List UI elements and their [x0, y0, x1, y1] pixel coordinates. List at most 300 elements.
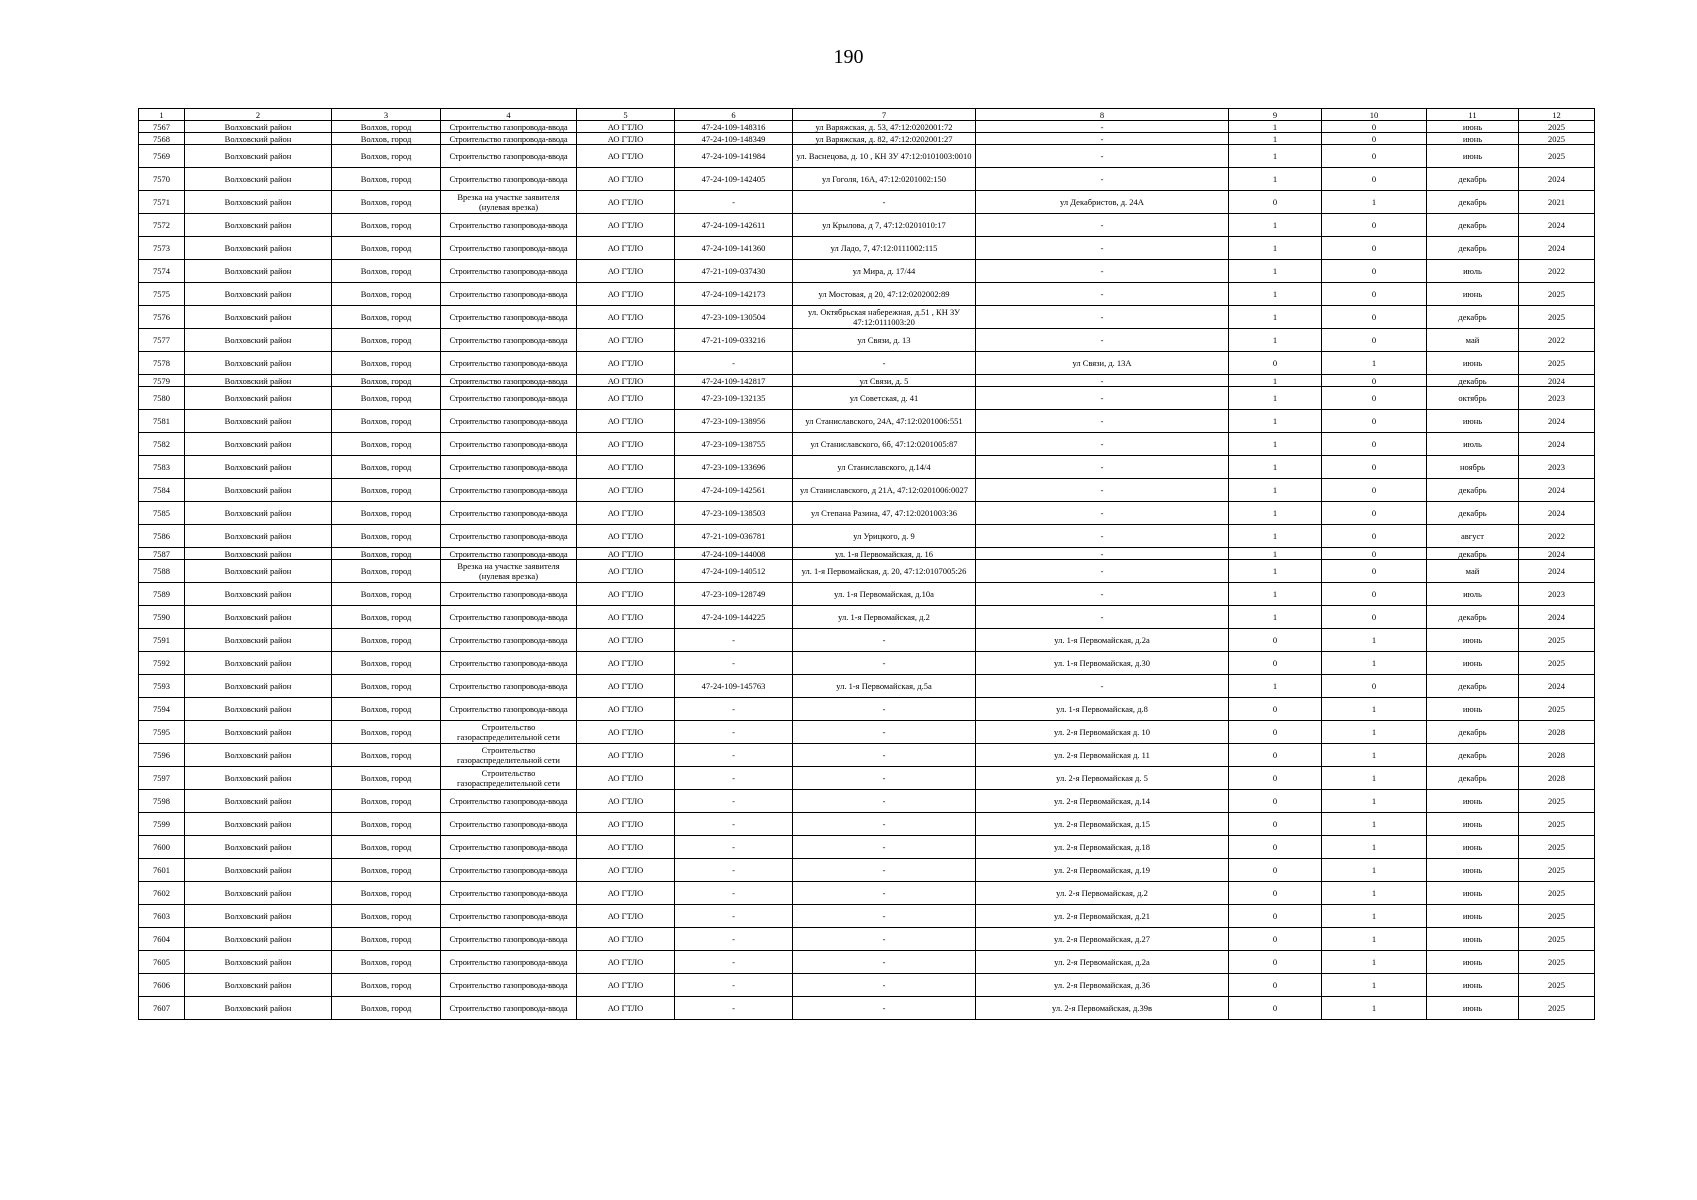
count-a-cell: 1 — [1229, 479, 1322, 502]
organization-cell: АО ГТЛО — [577, 698, 675, 721]
organization-cell: АО ГТЛО — [577, 191, 675, 214]
count-a-cell: 1 — [1229, 525, 1322, 548]
column-header: 11 — [1427, 109, 1519, 121]
column-header: 10 — [1322, 109, 1427, 121]
count-a-cell: 0 — [1229, 629, 1322, 652]
settlement-cell: Волхов, город — [332, 283, 441, 306]
year-cell: 2025 — [1519, 133, 1595, 145]
month-cell: июнь — [1427, 974, 1519, 997]
object-address-cell: - — [976, 410, 1229, 433]
page-number: 190 — [833, 46, 864, 68]
row-number: 7591 — [139, 629, 185, 652]
object-address-cell: - — [976, 145, 1229, 168]
application-number-cell: - — [675, 698, 793, 721]
work-type-cell: Строительство газопровода-ввода — [441, 214, 577, 237]
organization-cell: АО ГТЛО — [577, 352, 675, 375]
year-cell: 2025 — [1519, 951, 1595, 974]
count-a-cell: 1 — [1229, 237, 1322, 260]
work-type-cell: Строительство газопровода-ввода — [441, 997, 577, 1020]
object-address-cell: - — [976, 433, 1229, 456]
count-a-cell: 0 — [1229, 859, 1322, 882]
settlement-cell: Волхов, город — [332, 121, 441, 133]
address-cell: ул Станиславского, д.14/4 — [793, 456, 976, 479]
column-header: 9 — [1229, 109, 1322, 121]
count-a-cell: 1 — [1229, 548, 1322, 560]
district-cell: Волховский район — [185, 387, 332, 410]
district-cell: Волховский район — [185, 433, 332, 456]
district-cell: Волховский район — [185, 859, 332, 882]
object-address-cell: ул. 2-я Первомайская, д.2а — [976, 951, 1229, 974]
settlement-cell: Волхов, город — [332, 928, 441, 951]
year-cell: 2022 — [1519, 329, 1595, 352]
table-row — [139, 997, 1595, 1020]
application-number-cell: 47-21-109-036781 — [675, 525, 793, 548]
object-address-cell: ул. 1-я Первомайская, д.30 — [976, 652, 1229, 675]
row-number: 7578 — [139, 352, 185, 375]
table-row — [139, 479, 1595, 502]
organization-cell: АО ГТЛО — [577, 133, 675, 145]
month-cell: декабрь — [1427, 721, 1519, 744]
row-number: 7573 — [139, 237, 185, 260]
work-type-cell: Строительство газопровода-ввода — [441, 352, 577, 375]
district-cell: Волховский район — [185, 675, 332, 698]
application-number-cell: - — [675, 790, 793, 813]
year-cell: 2025 — [1519, 121, 1595, 133]
organization-cell: АО ГТЛО — [577, 329, 675, 352]
year-cell: 2024 — [1519, 548, 1595, 560]
table-row — [139, 652, 1595, 675]
month-cell: май — [1427, 560, 1519, 583]
count-b-cell: 1 — [1322, 652, 1427, 675]
district-cell: Волховский район — [185, 479, 332, 502]
year-cell: 2024 — [1519, 214, 1595, 237]
address-cell: - — [793, 629, 976, 652]
application-number-cell: 47-24-109-141360 — [675, 237, 793, 260]
work-type-cell: Строительство газопровода-ввода — [441, 606, 577, 629]
district-cell: Волховский район — [185, 352, 332, 375]
address-cell: - — [793, 997, 976, 1020]
application-number-cell: 47-21-109-033216 — [675, 329, 793, 352]
table-row — [139, 675, 1595, 698]
address-cell: - — [793, 859, 976, 882]
settlement-cell: Волхов, город — [332, 721, 441, 744]
object-address-cell: ул. 2-я Первомайская, д.36 — [976, 974, 1229, 997]
count-b-cell: 1 — [1322, 882, 1427, 905]
row-number: 7575 — [139, 283, 185, 306]
column-header: 3 — [332, 109, 441, 121]
year-cell: 2025 — [1519, 813, 1595, 836]
organization-cell: АО ГТЛО — [577, 260, 675, 283]
address-cell: - — [793, 698, 976, 721]
application-number-cell: - — [675, 882, 793, 905]
row-number: 7592 — [139, 652, 185, 675]
application-number-cell: 47-23-109-133696 — [675, 456, 793, 479]
row-number: 7607 — [139, 997, 185, 1020]
application-number-cell: 47-24-109-144225 — [675, 606, 793, 629]
district-cell: Волховский район — [185, 836, 332, 859]
work-type-cell: Строительство газопровода-ввода — [441, 928, 577, 951]
application-number-cell: 47-24-109-148349 — [675, 133, 793, 145]
count-b-cell: 1 — [1322, 951, 1427, 974]
table-row — [139, 629, 1595, 652]
object-address-cell: ул. 2-я Первомайская д. 11 — [976, 744, 1229, 767]
settlement-cell: Волхов, город — [332, 606, 441, 629]
count-a-cell: 0 — [1229, 928, 1322, 951]
object-address-cell: - — [976, 548, 1229, 560]
count-a-cell: 1 — [1229, 145, 1322, 168]
count-b-cell: 0 — [1322, 479, 1427, 502]
organization-cell: АО ГТЛО — [577, 997, 675, 1020]
application-number-cell: 47-23-109-138503 — [675, 502, 793, 525]
month-cell: июнь — [1427, 133, 1519, 145]
year-cell: 2028 — [1519, 721, 1595, 744]
address-cell: ул. 1-я Первомайская, д.10а — [793, 583, 976, 606]
row-number: 7582 — [139, 433, 185, 456]
organization-cell: АО ГТЛО — [577, 928, 675, 951]
year-cell: 2024 — [1519, 410, 1595, 433]
application-number-cell: 47-24-109-140512 — [675, 560, 793, 583]
work-type-cell: Строительство газопровода-ввода — [441, 375, 577, 387]
district-cell: Волховский район — [185, 951, 332, 974]
month-cell: декабрь — [1427, 744, 1519, 767]
address-cell: ул. 1-я Первомайская, д. 20, 47:12:0107005:26 — [793, 560, 976, 583]
table-row — [139, 260, 1595, 283]
address-cell: ул Степана Разина, 47, 47:12:0201003:36 — [793, 502, 976, 525]
organization-cell: АО ГТЛО — [577, 548, 675, 560]
column-header: 8 — [976, 109, 1229, 121]
application-number-cell: 47-23-109-138956 — [675, 410, 793, 433]
work-type-cell: Строительство газопровода-ввода — [441, 951, 577, 974]
year-cell: 2024 — [1519, 606, 1595, 629]
address-cell: - — [793, 882, 976, 905]
district-cell: Волховский район — [185, 606, 332, 629]
organization-cell: АО ГТЛО — [577, 744, 675, 767]
district-cell: Волховский район — [185, 882, 332, 905]
row-number: 7580 — [139, 387, 185, 410]
application-number-cell: 47-24-109-142405 — [675, 168, 793, 191]
object-address-cell: - — [976, 133, 1229, 145]
address-cell: ул Советская, д. 41 — [793, 387, 976, 410]
row-number: 7589 — [139, 583, 185, 606]
application-number-cell: 47-23-109-130504 — [675, 306, 793, 329]
district-cell: Волховский район — [185, 237, 332, 260]
application-number-cell: 47-23-109-132135 — [675, 387, 793, 410]
count-a-cell: 0 — [1229, 191, 1322, 214]
month-cell: декабрь — [1427, 675, 1519, 698]
settlement-cell: Волхов, город — [332, 456, 441, 479]
address-cell: ул Урицкого, д. 9 — [793, 525, 976, 548]
count-a-cell: 1 — [1229, 675, 1322, 698]
work-type-cell: Строительство газораспределительной сети — [441, 721, 577, 744]
address-cell: ул Варяжская, д. 53, 47:12:0202001:72 — [793, 121, 976, 133]
application-number-cell: - — [675, 813, 793, 836]
row-number: 7585 — [139, 502, 185, 525]
work-type-cell: Строительство газопровода-ввода — [441, 548, 577, 560]
table-row — [139, 433, 1595, 456]
count-a-cell: 1 — [1229, 375, 1322, 387]
address-cell: ул Связи, д. 13 — [793, 329, 976, 352]
organization-cell: АО ГТЛО — [577, 145, 675, 168]
district-cell: Волховский район — [185, 790, 332, 813]
month-cell: июнь — [1427, 836, 1519, 859]
address-cell: - — [793, 767, 976, 790]
organization-cell: АО ГТЛО — [577, 237, 675, 260]
year-cell: 2025 — [1519, 145, 1595, 168]
object-address-cell: - — [976, 260, 1229, 283]
district-cell: Волховский район — [185, 260, 332, 283]
object-address-cell: ул. 2-я Первомайская, д.27 — [976, 928, 1229, 951]
settlement-cell: Волхов, город — [332, 974, 441, 997]
month-cell: июнь — [1427, 145, 1519, 168]
month-cell: май — [1427, 329, 1519, 352]
count-b-cell: 0 — [1322, 560, 1427, 583]
year-cell: 2025 — [1519, 306, 1595, 329]
organization-cell: АО ГТЛО — [577, 433, 675, 456]
address-cell: - — [793, 951, 976, 974]
count-a-cell: 1 — [1229, 502, 1322, 525]
application-number-cell: - — [675, 928, 793, 951]
table-row — [139, 744, 1595, 767]
address-cell: ул Станиславского, д 21А, 47:12:0201006:0027 — [793, 479, 976, 502]
work-type-cell: Строительство газопровода-ввода — [441, 905, 577, 928]
count-b-cell: 0 — [1322, 168, 1427, 191]
settlement-cell: Волхов, город — [332, 387, 441, 410]
table-row — [139, 145, 1595, 168]
object-address-cell: ул. 2-я Первомайская, д.39в — [976, 997, 1229, 1020]
year-cell: 2025 — [1519, 790, 1595, 813]
data-table — [138, 108, 1595, 1020]
address-cell: ул Связи, д. 5 — [793, 375, 976, 387]
application-number-cell: 47-24-109-144008 — [675, 548, 793, 560]
count-b-cell: 0 — [1322, 237, 1427, 260]
count-a-cell: 0 — [1229, 836, 1322, 859]
district-cell: Волховский район — [185, 548, 332, 560]
address-cell: ул Ладо, 7, 47:12:0111002:115 — [793, 237, 976, 260]
count-b-cell: 1 — [1322, 790, 1427, 813]
year-cell: 2025 — [1519, 882, 1595, 905]
count-b-cell: 0 — [1322, 548, 1427, 560]
organization-cell: АО ГТЛО — [577, 375, 675, 387]
row-number: 7569 — [139, 145, 185, 168]
address-cell: - — [793, 191, 976, 214]
object-address-cell: ул Связи, д. 13А — [976, 352, 1229, 375]
count-a-cell: 1 — [1229, 410, 1322, 433]
count-a-cell: 0 — [1229, 652, 1322, 675]
work-type-cell: Строительство газопровода-ввода — [441, 306, 577, 329]
object-address-cell: - — [976, 560, 1229, 583]
application-number-cell: 47-24-109-142817 — [675, 375, 793, 387]
count-b-cell: 0 — [1322, 410, 1427, 433]
row-number: 7586 — [139, 525, 185, 548]
count-a-cell: 1 — [1229, 433, 1322, 456]
organization-cell: АО ГТЛО — [577, 306, 675, 329]
district-cell: Волховский район — [185, 652, 332, 675]
year-cell: 2028 — [1519, 744, 1595, 767]
table-row — [139, 502, 1595, 525]
work-type-cell: Врезка на участке заявителя (нулевая врезка) — [441, 191, 577, 214]
settlement-cell: Волхов, город — [332, 560, 441, 583]
application-number-cell: - — [675, 997, 793, 1020]
count-a-cell: 1 — [1229, 133, 1322, 145]
organization-cell: АО ГТЛО — [577, 121, 675, 133]
work-type-cell: Строительство газопровода-ввода — [441, 479, 577, 502]
header-row — [139, 109, 1595, 121]
table-row — [139, 375, 1595, 387]
column-header: 2 — [185, 109, 332, 121]
object-address-cell: - — [976, 283, 1229, 306]
count-b-cell: 1 — [1322, 859, 1427, 882]
object-address-cell: - — [976, 583, 1229, 606]
month-cell: декабрь — [1427, 767, 1519, 790]
count-a-cell: 1 — [1229, 168, 1322, 191]
column-header: 1 — [139, 109, 185, 121]
object-address-cell: - — [976, 306, 1229, 329]
year-cell: 2025 — [1519, 974, 1595, 997]
work-type-cell: Строительство газопровода-ввода — [441, 260, 577, 283]
application-number-cell: 47-21-109-037430 — [675, 260, 793, 283]
count-a-cell: 1 — [1229, 283, 1322, 306]
year-cell: 2024 — [1519, 675, 1595, 698]
count-b-cell: 1 — [1322, 629, 1427, 652]
row-number: 7596 — [139, 744, 185, 767]
work-type-cell: Строительство газопровода-ввода — [441, 145, 577, 168]
district-cell: Волховский район — [185, 191, 332, 214]
work-type-cell: Строительство газопровода-ввода — [441, 859, 577, 882]
object-address-cell: - — [976, 387, 1229, 410]
work-type-cell: Строительство газопровода-ввода — [441, 133, 577, 145]
organization-cell: АО ГТЛО — [577, 502, 675, 525]
month-cell: декабрь — [1427, 548, 1519, 560]
count-a-cell: 1 — [1229, 306, 1322, 329]
settlement-cell: Волхов, город — [332, 698, 441, 721]
address-cell: - — [793, 928, 976, 951]
district-cell: Волховский район — [185, 410, 332, 433]
count-b-cell: 0 — [1322, 133, 1427, 145]
month-cell: декабрь — [1427, 191, 1519, 214]
district-cell: Волховский район — [185, 905, 332, 928]
table-row — [139, 790, 1595, 813]
district-cell: Волховский район — [185, 456, 332, 479]
table-row — [139, 836, 1595, 859]
month-cell: ноябрь — [1427, 456, 1519, 479]
application-number-cell: - — [675, 859, 793, 882]
district-cell: Волховский район — [185, 928, 332, 951]
year-cell: 2025 — [1519, 698, 1595, 721]
table-row — [139, 237, 1595, 260]
count-b-cell: 1 — [1322, 905, 1427, 928]
table-row — [139, 191, 1595, 214]
count-b-cell: 1 — [1322, 721, 1427, 744]
object-address-cell: - — [976, 502, 1229, 525]
row-number: 7587 — [139, 548, 185, 560]
address-cell: ул. 1-я Первомайская, д.5а — [793, 675, 976, 698]
work-type-cell: Строительство газопровода-ввода — [441, 882, 577, 905]
count-a-cell: 1 — [1229, 329, 1322, 352]
work-type-cell: Строительство газораспределительной сети — [441, 744, 577, 767]
month-cell: декабрь — [1427, 606, 1519, 629]
address-cell: ул Мостовая, д 20, 47:12:0202002:89 — [793, 283, 976, 306]
month-cell: октябрь — [1427, 387, 1519, 410]
count-b-cell: 0 — [1322, 387, 1427, 410]
work-type-cell: Строительство газопровода-ввода — [441, 813, 577, 836]
organization-cell: АО ГТЛО — [577, 629, 675, 652]
work-type-cell: Врезка на участке заявителя (нулевая врезка) — [441, 560, 577, 583]
month-cell: июнь — [1427, 352, 1519, 375]
count-a-cell: 0 — [1229, 767, 1322, 790]
table-row — [139, 859, 1595, 882]
settlement-cell: Волхов, город — [332, 744, 441, 767]
month-cell: август — [1427, 525, 1519, 548]
count-a-cell: 1 — [1229, 260, 1322, 283]
work-type-cell: Строительство газопровода-ввода — [441, 410, 577, 433]
settlement-cell: Волхов, город — [332, 790, 441, 813]
work-type-cell: Строительство газопровода-ввода — [441, 283, 577, 306]
work-type-cell: Строительство газораспределительной сети — [441, 767, 577, 790]
row-number: 7595 — [139, 721, 185, 744]
table-row — [139, 329, 1595, 352]
year-cell: 2024 — [1519, 502, 1595, 525]
work-type-cell: Строительство газопровода-ввода — [441, 698, 577, 721]
row-number: 7581 — [139, 410, 185, 433]
work-type-cell: Строительство газопровода-ввода — [441, 168, 577, 191]
application-number-cell: 47-24-109-142173 — [675, 283, 793, 306]
application-number-cell: 47-24-109-141984 — [675, 145, 793, 168]
table-row — [139, 168, 1595, 191]
table-row — [139, 214, 1595, 237]
object-address-cell: - — [976, 237, 1229, 260]
object-address-cell: ул. 2-я Первомайская, д.15 — [976, 813, 1229, 836]
address-cell: ул Варяжская, д. 82, 47:12:0202001:27 — [793, 133, 976, 145]
count-a-cell: 0 — [1229, 721, 1322, 744]
table-row — [139, 905, 1595, 928]
organization-cell: АО ГТЛО — [577, 387, 675, 410]
count-b-cell: 0 — [1322, 121, 1427, 133]
settlement-cell: Волхов, город — [332, 191, 441, 214]
table-row — [139, 352, 1595, 375]
count-b-cell: 0 — [1322, 583, 1427, 606]
row-number: 7570 — [139, 168, 185, 191]
organization-cell: АО ГТЛО — [577, 168, 675, 191]
column-header: 6 — [675, 109, 793, 121]
count-a-cell: 1 — [1229, 583, 1322, 606]
settlement-cell: Волхов, город — [332, 352, 441, 375]
count-a-cell: 0 — [1229, 905, 1322, 928]
organization-cell: АО ГТЛО — [577, 525, 675, 548]
year-cell: 2024 — [1519, 479, 1595, 502]
settlement-cell: Волхов, город — [332, 997, 441, 1020]
settlement-cell: Волхов, город — [332, 237, 441, 260]
table-row — [139, 882, 1595, 905]
month-cell: июнь — [1427, 698, 1519, 721]
count-b-cell: 0 — [1322, 214, 1427, 237]
row-number: 7572 — [139, 214, 185, 237]
district-cell: Волховский район — [185, 375, 332, 387]
count-a-cell: 1 — [1229, 214, 1322, 237]
table-row — [139, 698, 1595, 721]
count-a-cell: 0 — [1229, 997, 1322, 1020]
object-address-cell: - — [976, 168, 1229, 191]
settlement-cell: Волхов, город — [332, 502, 441, 525]
count-b-cell: 0 — [1322, 675, 1427, 698]
count-a-cell: 0 — [1229, 352, 1322, 375]
settlement-cell: Волхов, город — [332, 905, 441, 928]
work-type-cell: Строительство газопровода-ввода — [441, 629, 577, 652]
row-number: 7574 — [139, 260, 185, 283]
application-number-cell: 47-23-109-138755 — [675, 433, 793, 456]
row-number: 7577 — [139, 329, 185, 352]
month-cell: декабрь — [1427, 375, 1519, 387]
year-cell: 2025 — [1519, 997, 1595, 1020]
